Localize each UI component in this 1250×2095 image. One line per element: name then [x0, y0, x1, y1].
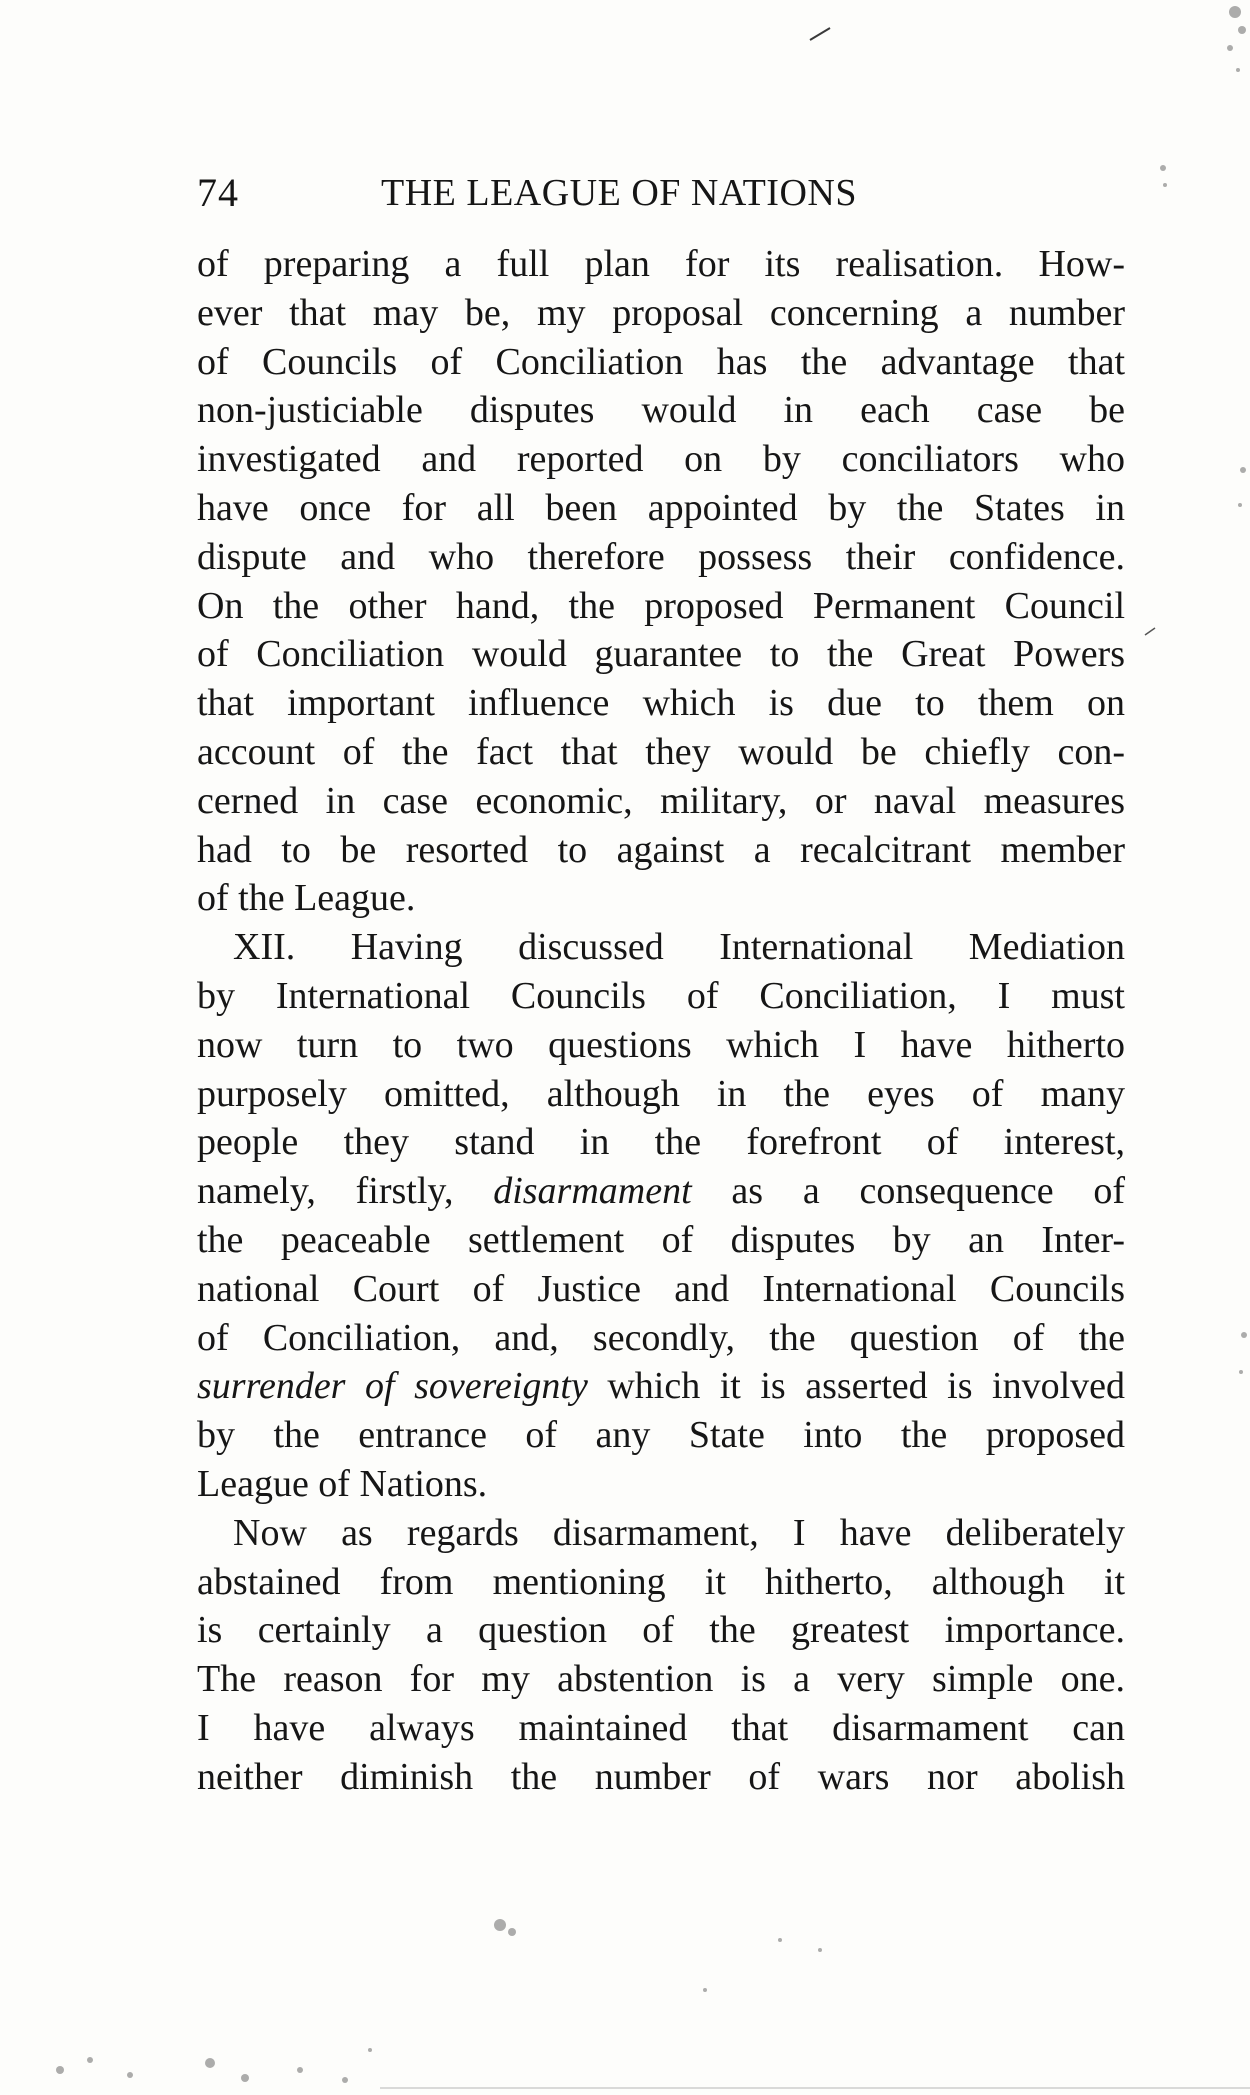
running-title: THE LEAGUE OF NATIONS [381, 172, 857, 214]
line-text-after: which it is asserted is involved [587, 1365, 1125, 1408]
text-line: of Conciliation would guarantee to the Great Powers [197, 633, 1125, 676]
page-number: 74 [197, 170, 239, 215]
text-line: had to be resorted to against a recalcitrant member [197, 828, 1125, 871]
text-line: abstained from mentioning it hitherto, although it [197, 1560, 1125, 1603]
paragraph-start-line: XII. Having discussed International Mediation [233, 926, 1125, 969]
text-line: people they stand in the forefront of interest, [197, 1121, 1125, 1164]
emphasis-disarmament: disarmament [493, 1170, 692, 1213]
text-line: purposely omitted, although in the eyes of many [197, 1072, 1125, 1115]
text-line: by International Councils of Conciliation, I must [197, 974, 1125, 1017]
text-line: ever that may be, my proposal concerning a number [197, 291, 1125, 334]
text-line: that important influence which is due to them on [197, 682, 1125, 725]
text-line: national Court of Justice and International Councils [197, 1267, 1125, 1310]
paragraph-end-line: League of Nations. [197, 1462, 488, 1505]
page-header [197, 168, 1127, 218]
text-line: On the other hand, the proposed Permanent Council [197, 584, 1125, 627]
text-line: I have always maintained that disarmament can [197, 1706, 1125, 1749]
text-line: cerned in case economic, military, or naval measures [197, 779, 1125, 822]
text-line: of Councils of Conciliation has the advantage that [197, 340, 1125, 383]
text-line: is certainly a question of the greatest importance. [197, 1609, 1125, 1652]
emphasis-surrender-of-sovereignty: surrender of sovereignty [197, 1365, 588, 1408]
text-line: The reason for my abstention is a very simple one. [197, 1658, 1125, 1701]
text-line: of Conciliation, and, secondly, the question of the [197, 1316, 1125, 1359]
line-text-after: as a consequence of [691, 1170, 1125, 1213]
text-line: neither diminish the number of wars nor abolish [197, 1755, 1125, 1798]
line-text-before: namely, firstly, [197, 1170, 494, 1213]
text-line: by the entrance of any State into the proposed [197, 1414, 1125, 1457]
text-line: now turn to two questions which I have hitherto [197, 1023, 1125, 1066]
body-text [197, 240, 1125, 1802]
text-line: account of the fact that they would be chiefly con- [197, 730, 1125, 773]
paragraph-end-line: of the League. [197, 877, 416, 920]
text-line: the peaceable settlement of disputes by an Inter- [197, 1218, 1125, 1261]
paragraph-start-line: Now as regards disarmament, I have deliberately [233, 1511, 1125, 1554]
text-line-with-emphasis [197, 1167, 1125, 1216]
text-line: investigated and reported on by conciliators who [197, 438, 1125, 481]
text-line: have once for all been appointed by the States in [197, 486, 1125, 529]
text-line: dispute and who therefore possess their confidence. [197, 535, 1125, 578]
text-line-with-emphasis [197, 1362, 1125, 1411]
text-line: of preparing a full plan for its realisation. How- [197, 243, 1125, 285]
text-line: non-justiciable disputes would in each case be [197, 389, 1125, 432]
